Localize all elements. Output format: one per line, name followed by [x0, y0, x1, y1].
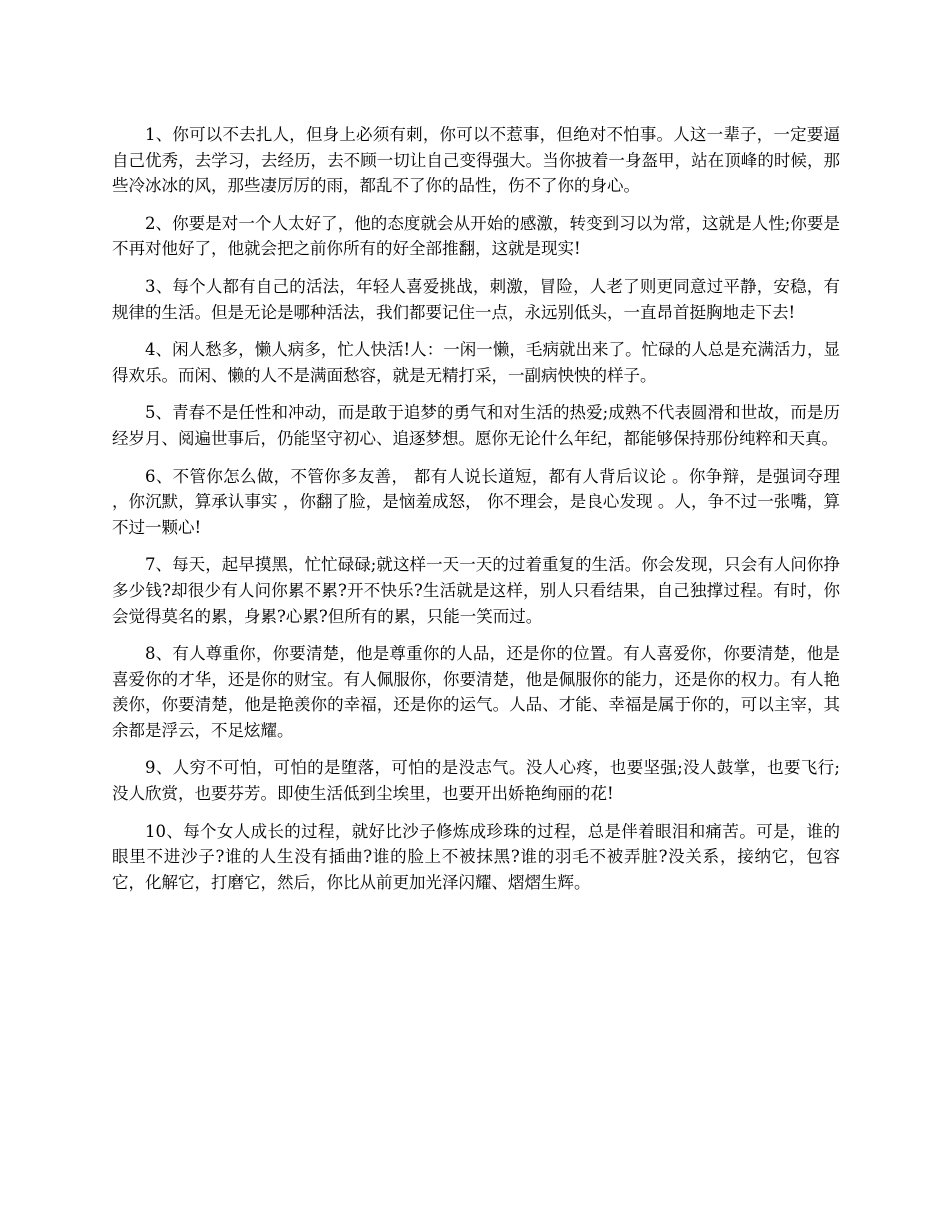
paragraph-2: 2、你要是对一个人太好了，他的态度就会从开始的感激，转变到习以为常，这就是人性;你要是不再对他好了，他就会把之前你所有的好全部推翻，这就是现实!: [112, 213, 840, 259]
paragraph-6: 6、不管你怎么做，不管你多友善， 都有人说长道短，都有人背后议论 。你争辩，是强词夺理 ，你沉默，算承认事实 ，你翻了脸，是恼羞成怒， 你不理会，是良心发现 。人，争不过一张嘴，算不过一颗心!: [112, 466, 840, 537]
paragraph-1: 1、你可以不去扎人，但身上必须有刺，你可以不惹事，但绝对不怕事。人这一辈子，一定要逼自己优秀，去学习，去经历，去不顾一切让自己变得强大。当你披着一身盔甲，站在顶峰的时候，那些冷冰冰的风，那些凄厉厉的雨，都乱不了你的品性，伤不了你的身心。: [112, 125, 840, 196]
paragraph-9: 9、人穷不可怕，可怕的是堕落，可怕的是没志气。没人心疼，也要坚强;没人鼓掌，也要飞行;没人欣赏，也要芬芳。即使生活低到尘埃里，也要开出娇艳绚丽的花!: [112, 758, 840, 804]
paragraph-4: 4、闲人愁多，懒人病多，忙人快活!人：一闲一懒，毛病就出来了。忙碌的人总是充满活力，显得欢乐。而闲、懒的人不是满面愁容，就是无精打采，一副病怏怏的样子。: [112, 340, 840, 385]
paragraph-10: 10、每个女人成长的过程，就好比沙子修炼成珍珠的过程，总是伴着眼泪和痛苦。可是，谁的眼里不进沙子?谁的人生没有插曲?谁的脸上不被抹黑?谁的羽毛不被弄脏?没关系，接纳它，包容它，化解它，打磨它，然后，你比从前更加光泽闪耀、熠熠生辉。: [112, 821, 840, 892]
document-body: [112, 122, 840, 907]
paragraph-3: 3、每个人都有自己的活法，年轻人喜爱挑战，刺激，冒险，人老了则更同意过平静，安稳，有规律的生活。但是无论是哪种活法，我们都要记住一点，永远别低头，一直昂首挺胸地走下去!: [112, 276, 840, 322]
paragraph-5: 5、青春不是任性和冲动，而是敢于追梦的勇气和对生活的热爱;成熟不代表圆滑和世故，而是历经岁月、阅遍世事后，仍能坚守初心、追逐梦想。愿你无论什么年纪，都能够保持那份纯粹和天真。: [112, 403, 840, 448]
paragraph-8: 8、有人尊重你，你要清楚，他是尊重你的人品，还是你的位置。有人喜爱你，你要清楚，他是喜爱你的才华，还是你的财宝。有人佩服你，你要清楚，他是佩服你的能力，还是你的权力。有人艳羡你，你要清楚，他是艳羡你的幸福，还是你的运气。人品、才能、幸福是属于你的，可以主宰，其余都是浮云，不足炫耀。: [112, 644, 840, 740]
paragraph-7: 7、每天，起早摸黑，忙忙碌碌;就这样一天一天的过着重复的生活。你会发现，只会有人问你挣多少钱?却很少有人问你累不累?开不快乐?生活就是这样，别人只看结果，自己独撑过程。有时，你会觉得莫名的累，身累?心累?但所有的累，只能一笑而过。: [112, 555, 840, 626]
